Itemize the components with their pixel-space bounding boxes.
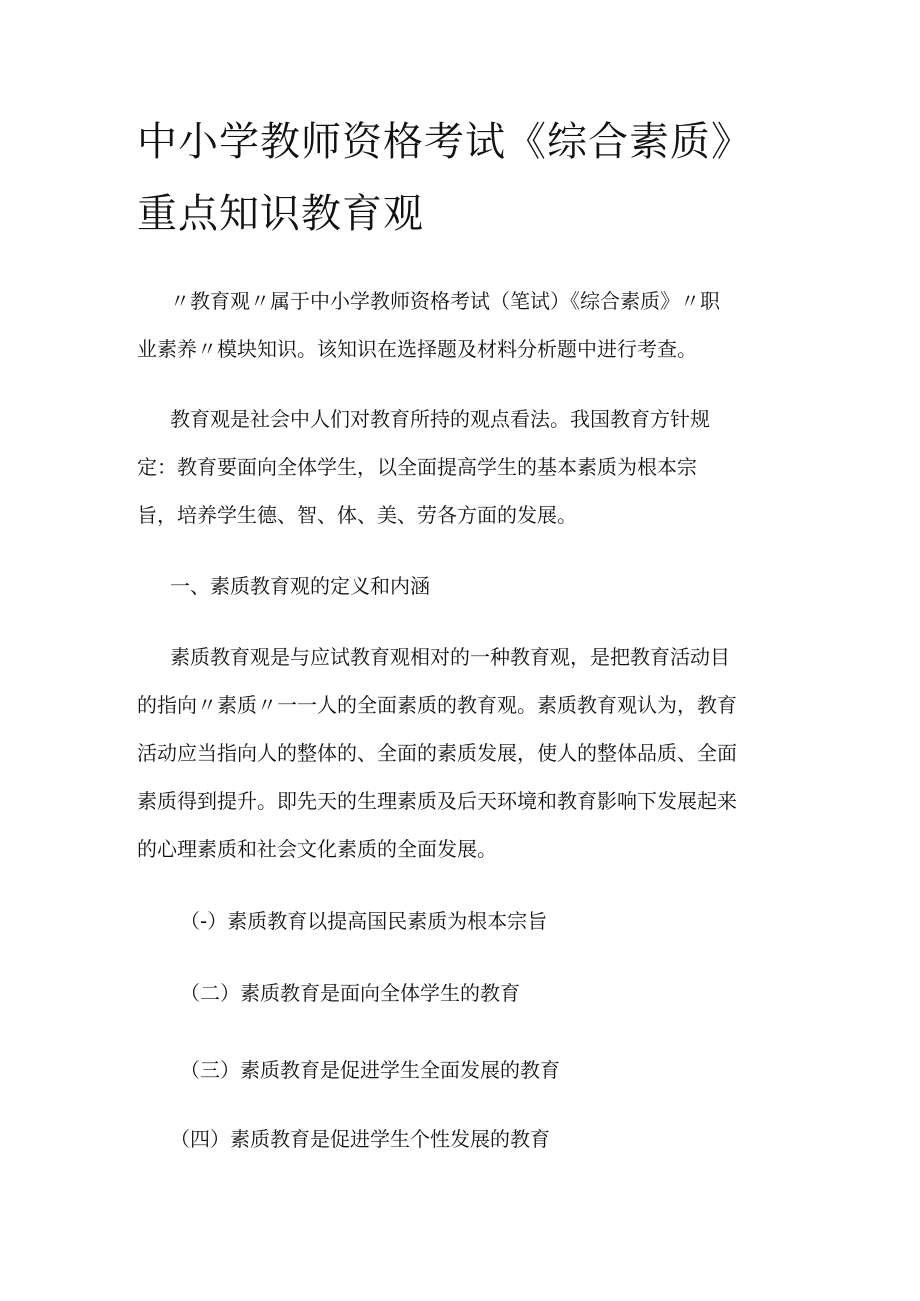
body-paragraph [137,633,787,873]
body-line-5: 的心理素质和社会文化素质的全面发展。 [137,837,497,861]
point-item-2: （二）素质教育是面向全体学生的教育 [180,981,520,1005]
definition-line-1: 教育观是社会中人们对教育所持的观点看法。我国教育方针规 [170,407,710,431]
intro-paragraph [137,277,787,373]
intro-line-1: 〃教育观〃属于中小学教师资格考试（笔试）《综合素质》〃职 [170,289,720,313]
document-title-line-1: 中小学教师资格考试《综合素质》 [137,119,752,165]
section-heading-text: 一、素质教育观的定义和内涵 [170,574,430,598]
intro-line-2: 业素养〃模块知识。该知识在选择题及材料分析题中进行考查。 [137,337,697,361]
section-heading [137,562,787,610]
body-line-1: 素质教育观是与应试教育观相对的一种教育观，是把教育活动目 [170,645,730,669]
point-item-1: （-）素质教育以提高国民素质为根本宗旨 [180,909,548,933]
body-line-3: 活动应当指向人的整体的、全面的素质发展，使人的整体品质、全面 [137,741,737,765]
definition-line-2: 定：教育要面向全体学生，以全面提高学生的基本素质为根本宗 [137,455,697,479]
definition-paragraph [137,395,787,539]
definition-line-3: 旨，培养学生德、智、体、美、劳各方面的发展。 [137,503,577,527]
point-item-3: （三）素质教育是促进学生全面发展的教育 [180,1058,560,1082]
document-title-line-2: 重点知识教育观 [137,191,424,237]
body-line-4: 素质得到提升。即先天的生理素质及后天环境和教育影响下发展起来 [137,789,737,813]
body-line-2: 的指向〃素质〃一一人的全面素质的教育观。素质教育观认为，教育 [137,693,737,717]
point-item-4: （四）素质教育是促进学生个性发展的教育 [170,1127,550,1151]
